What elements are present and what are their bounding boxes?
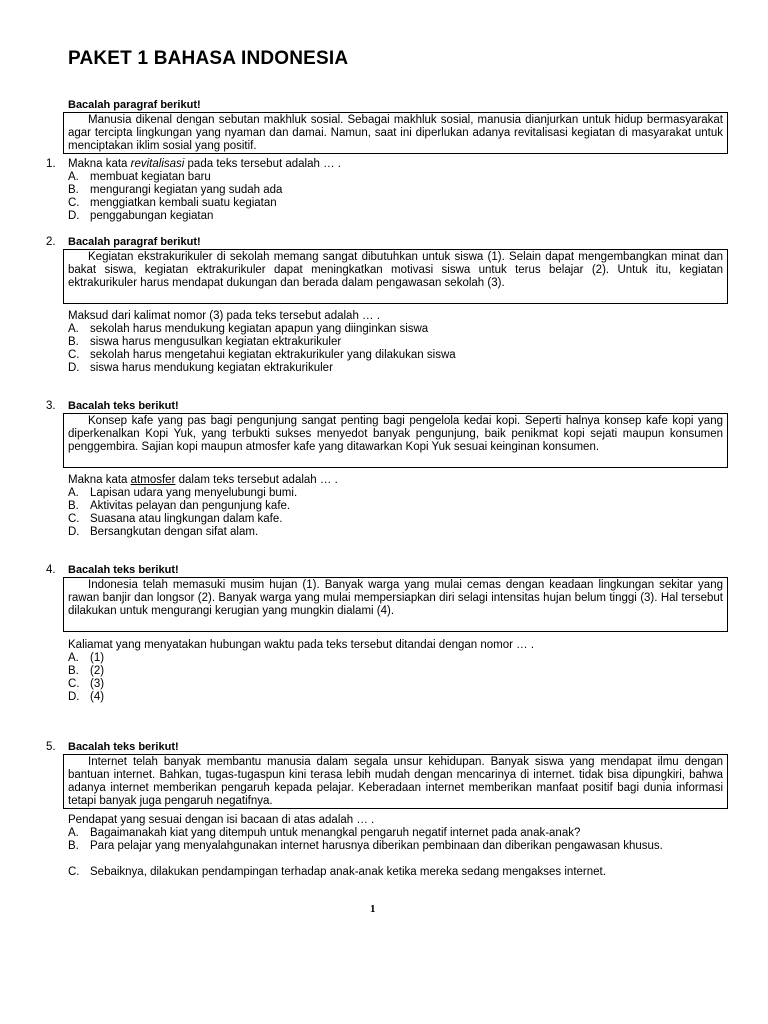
option-item: B. mengurangi kegiatan yang sudah ada [68,184,283,196]
passage-text: Konsep kafe yang pas bagi pengunjung sangat penting bagi pengelola kedai kopi. Seperti halnya konsep kafe kopi yang diperkenalkan Kopi Yuk, yang terbukti sukses menyedot banyak pengunjung, baik penikmat kopi sejati maupun konsumen penggembira. Sajian kopi maupun atmosfer kafe yang ditawarkan Kopi Yuk sesuai keinginan konsumen. [68,415,723,453]
option-item: A. (1) [68,652,105,664]
option-item: B. (2) [68,665,105,677]
passage-heading: Bacalah teks berikut! [68,400,179,412]
question-number: 1. [46,158,56,170]
passage-heading: Bacalah teks berikut! [68,741,179,753]
question-number: 3. [46,400,56,412]
option-item: D. Bersangkutan dengan sifat alam. [68,526,259,538]
option-item: C. Sebaiknya, dilakukan pendampingan terhadap anak-anak ketika mereka sedang mengakses internet. [68,866,606,878]
option-item: B. siswa harus mengusulkan kegiatan ektrakurikuler [68,336,342,348]
passage-box [63,754,728,809]
passage-text: Manusia dikenal dengan sebutan makhluk sosial. Sebagai makhluk sosial, manusia dianjurkan untuk hidup bermasyarakat agar tercipta lingkungan yang nyaman dan damai. Namun, saat ini diperlukan adanya revitalisasi kegiatan di masyarakat untuk menciptakan iklim sosial yang positif. [68,114,723,152]
passage-heading: Bacalah paragraf berikut! [68,236,201,248]
question-number: 2. [46,236,56,248]
question-number: 4. [46,564,56,576]
option-item: A. membuat kegiatan baru [68,171,211,183]
passage-box [63,413,728,468]
passage-heading: Bacalah paragraf berikut! [68,99,201,111]
option-item: C. menggiatkan kembali suatu kegiatan [68,197,277,209]
question-number: 5. [46,741,56,753]
document-title: PAKET 1 BAHASA INDONESIA [68,48,349,69]
option-item: D. siswa harus mendukung kegiatan ektrakurikuler [68,362,333,374]
option-item: A. Lapisan udara yang menyelubungi bumi. [68,487,298,499]
option-item: C. sekolah harus mengetahui kegiatan ektrakurikuler yang dilakukan siswa [68,349,456,361]
question-stem: Pendapat yang sesuai dengan isi bacaan di atas adalah … . [68,814,375,826]
question-stem: Maksud dari kalimat nomor (3) pada teks tersebut adalah … . [68,310,380,322]
option-item: C. (3) [68,678,105,690]
option-item: A. sekolah harus mendukung kegiatan apapun yang diinginkan siswa [68,323,429,335]
passage-heading: Bacalah teks berikut! [68,564,179,576]
passage-box [63,577,728,632]
option-item: B. Para pelajar yang menyalahgunakan internet harusnya diberikan pembinaan dan diberikan pengawasan khusus. [68,840,663,852]
question-stem: Makna kata atmosfer dalam teks tersebut adalah … . [68,474,338,486]
passage-box [63,112,728,154]
option-item: D. penggabungan kegiatan [68,210,214,222]
question-stem: Makna kata revitalisasi pada teks tersebut adalah … . [68,158,341,170]
option-item: C. Suasana atau lingkungan dalam kafe. [68,513,283,525]
passage-text: Kegiatan ekstrakurikuler di sekolah memang sangat dibutuhkan untuk siswa (1). Selain dapat mengembangkan minat dan bakat siswa, kegiatan ektrakurikuler dapat meningkatkan motivasi siswa untuk terus belajar (2). Untuk itu, kegiatan ektrakurikuler harus mendapat dukungan dan berada dalam pengawasan sekolah (3). [68,251,723,289]
option-item: A. Bagaimanakah kiat yang ditempuh untuk menangkal pengaruh negatif internet pada anak-anak? [68,827,581,839]
question-stem: Kaliamat yang menyatakan hubungan waktu pada teks tersebut ditandai dengan nomor … . [68,639,535,651]
option-item: D. (4) [68,691,105,703]
passage-box [63,249,728,304]
passage-text: Internet telah banyak membantu manusia dalam segala unsur kehidupan. Banyak siswa yang mendapat ilmu dengan bantuan internet. Bahkan, tugas-tugaspun kini terasa lebih mudah dengan mencarinya di internet. tidak bisa dipungkiri, bahwa adanya internet memberikan pengaruh kepada pelajar. Keberadaan internet memberikan manfaat positif bagi dunia informasi tetapi banyak juga pengaruh negatifnya. [68,756,723,807]
page-number: 1 [370,903,376,915]
option-item: B. Aktivitas pelayan dan pengunjung kafe. [68,500,291,512]
passage-text: Indonesia telah memasuki musim hujan (1). Banyak warga yang mulai cemas dengan keadaan lingkungan sekitar yang rawan banjir dan longsor (2). Banyak warga yang mulai mempersiapkan diri selagi intensitas hujan belum tinggi (3). Hal tersebut dilakukan untuk mengurangi kerugian yang mungkin dialami (4). [68,579,723,617]
